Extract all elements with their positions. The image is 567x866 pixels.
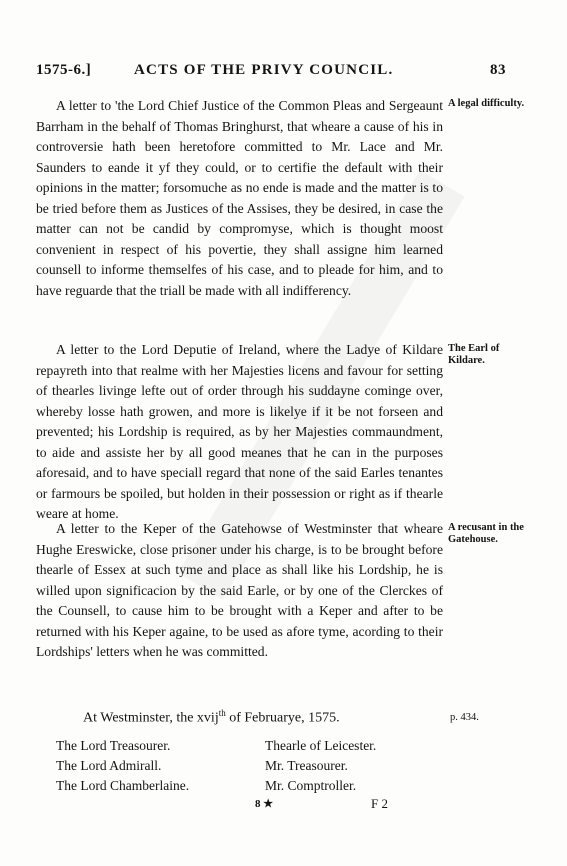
signature-mark: 8 ★ <box>255 798 274 810</box>
margin-note: A legal difficulty. <box>448 98 525 109</box>
meeting-date-suffix: of Februarye, 1575. <box>225 710 340 726</box>
attendance-row <box>56 776 456 796</box>
letter-entry: A letter to the Keper of the Gatehowse of Westminster that wheare Hughe Ereswicke, close prisoner under his charge, is to be brought before thearle of Essex at such tyme and place as shall like his Lordship, he is willed upon significacion by the said Earle, or by one of the Clerckes of the Counsell, to cause him to be brought with a Keper and after to be returned with his Keper againe, to be used as afore tyme, acording to their Lordships' letters when he was committed. <box>36 521 443 659</box>
meeting-date-prefix: At Westminster, the xvij <box>83 710 219 726</box>
attendee: The Lord Chamberlaine. <box>56 778 190 793</box>
attendance-row <box>56 756 456 776</box>
running-head-title: ACTS OF THE PRIVY COUNCIL. <box>134 62 394 78</box>
attendee: Mr. Treasourer. <box>265 758 348 773</box>
letter-entry: A letter to 'the Lord Chief Justice of the Common Pleas and Sergeaunt Barrham in the behalf of Thomas Bringhurst, that wheare a cause of his in controversie hath been heretofore committed to Mr. Lace and Mr. Saunders to eande it yf they could, or to certifie the default with their opinions in the matter; forsomuche as no ende is made and the matter is to be tried before them as Justices of the Assises, they be desired, in case the matter can not be candid by compromyse, which is thought moost convenient in respect of his povertie, they shall assigne him learned counsell to informe themselfes of his case, and to pleade for him, and to have reguarde that the triall be made with all indifferency. <box>36 98 443 298</box>
margin-note: A recusant in the Gatehouse. <box>448 522 524 545</box>
council-attendance-list <box>56 736 456 796</box>
running-head-year: 1575-6.] <box>36 62 92 78</box>
attendee: The Lord Admirall. <box>56 758 162 773</box>
margin-note: The Earl of Kildare. <box>448 343 500 366</box>
meeting-date-superscript: th <box>218 708 226 718</box>
attendance-row <box>56 736 456 756</box>
signature-mark: F 2 <box>371 796 388 811</box>
page-reference: p. 434. <box>450 712 479 723</box>
meeting-heading <box>83 708 423 727</box>
attendee: Mr. Comptroller. <box>265 778 357 793</box>
page-number: 83 <box>490 62 506 78</box>
letter-entry: A letter to the Lord Deputie of Ireland, where the Ladye of Kildare repayreth into that realme with her Majesties licens and favour for setting of thearles livinge lefte out of order through his suddayne cominge over, whereby losse hath growen, and more is likelye if it be not forseen and prevented; his Lordship is required, as by her Majesties commaundment, to aide and assiste her by all good meanes that he can in the purposes aforesaid, and to have speciall regard that none of the said Earles tenantes or farmours be spoiled, but holden in their possession or right as if thearle weare at home. <box>36 342 443 521</box>
attendee: The Lord Treasourer. <box>56 738 171 753</box>
attendee: Thearle of Leicester. <box>265 738 377 753</box>
